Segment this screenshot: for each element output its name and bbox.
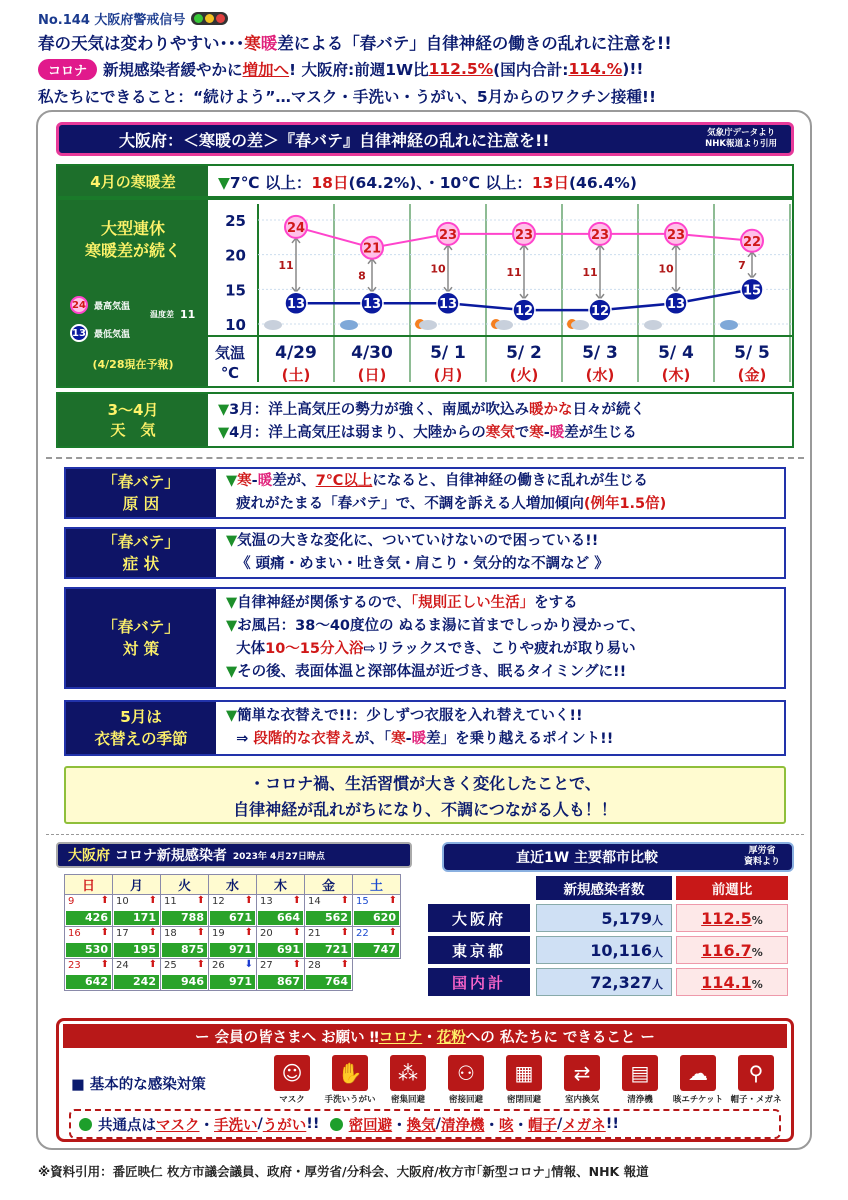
weekday-header: 水 bbox=[209, 875, 257, 895]
april-stats: ▼7℃ 以上：18日(64.2%)、・10℃ 以上：13日(46.4%) bbox=[218, 174, 637, 192]
x-tick-label: 5/ 1 bbox=[430, 343, 466, 363]
day-number: 24 bbox=[116, 960, 129, 971]
bullet-icon bbox=[79, 1118, 92, 1131]
day-number: 13 bbox=[260, 896, 273, 907]
week-ratio-value: 116.7% bbox=[676, 936, 788, 964]
may-row-2: ⇒ 段階的な衣替えが、「寒-暖差」を乗り越えるポイント!! bbox=[236, 731, 614, 747]
measure-item bbox=[729, 1055, 783, 1105]
diff-label: 10 bbox=[658, 262, 674, 276]
day-number: 12 bbox=[212, 896, 225, 907]
x-tick-label: 5/ 4 bbox=[658, 343, 694, 363]
measure-row-3: 大体10～15分入浴⇨リラックスでき、こりや疲れが取り易い bbox=[236, 641, 636, 657]
high-temp-label: 23 bbox=[438, 227, 458, 243]
case-count: 562 bbox=[306, 911, 351, 925]
region-label: 国内計 bbox=[428, 968, 530, 996]
weekday-label: (木) bbox=[661, 366, 691, 384]
up-arrow-icon: ⬆ bbox=[292, 927, 301, 938]
measure-item bbox=[323, 1055, 377, 1105]
y-tick-label: 10 bbox=[225, 316, 246, 334]
headline-2: コロナ 新規感染者緩やかに 増加へ ! 大阪府:前週1W比 112.5% (国内合計: 114.% )!! bbox=[38, 58, 818, 80]
measure-caption: 密閉回避 bbox=[506, 1095, 541, 1105]
measure-item bbox=[613, 1055, 667, 1105]
divider bbox=[46, 834, 804, 835]
day-number: 19 bbox=[212, 928, 225, 939]
calendar-day bbox=[353, 895, 401, 927]
up-arrow-icon: ⬆ bbox=[196, 959, 205, 970]
weekday-header: 火 bbox=[161, 875, 209, 895]
calendar-day bbox=[113, 895, 161, 927]
calendar-day bbox=[353, 927, 401, 959]
case-count: 671 bbox=[210, 911, 255, 925]
day-number: 25 bbox=[164, 960, 177, 971]
day-number: 15 bbox=[356, 896, 369, 907]
case-count: 691 bbox=[258, 943, 303, 957]
measure-item bbox=[555, 1055, 609, 1105]
week-ratio-value: 112.5% bbox=[676, 904, 788, 932]
day-number: 22 bbox=[356, 928, 369, 939]
day-number: 11 bbox=[164, 896, 177, 907]
symptom-label: 「春バテ」 症 状 bbox=[66, 529, 216, 577]
up-arrow-icon: ⬆ bbox=[148, 959, 157, 970]
calendar-day bbox=[65, 927, 113, 959]
calendar-day bbox=[209, 927, 257, 959]
high-temp-label: 23 bbox=[514, 227, 534, 243]
calendar-day bbox=[161, 895, 209, 927]
calendar-day bbox=[65, 895, 113, 927]
measure-row-4: ▼その後、表面体温と深部体温が近づき、眠るタイミングに!! bbox=[226, 664, 627, 680]
high-temp-label: 21 bbox=[362, 241, 382, 257]
cause-row-2: 疲れがたまる「春バテ」で、不調を訴える人増加傾向(例年1.5倍) bbox=[236, 496, 667, 512]
case-count: 664 bbox=[258, 911, 303, 925]
issue-number: No.144 大阪府警戒信号 bbox=[38, 8, 818, 28]
handwash-icon: ✋ bbox=[332, 1055, 368, 1091]
weekday-header: 日 bbox=[65, 875, 113, 895]
may-label: 5月は 衣替えの季節 bbox=[66, 702, 216, 754]
measure-caption: 帽子・メガネ bbox=[730, 1095, 782, 1105]
case-count: 788 bbox=[162, 911, 207, 925]
empty-cell bbox=[353, 959, 401, 991]
calendar-day bbox=[305, 927, 353, 959]
up-arrow-icon: ⬆ bbox=[244, 895, 253, 906]
up-arrow-icon: ⬆ bbox=[148, 895, 157, 906]
traffic-signal-icon bbox=[191, 12, 228, 25]
diff-label: 11 bbox=[278, 259, 294, 273]
up-arrow-icon: ⬆ bbox=[148, 927, 157, 938]
measure-item bbox=[497, 1055, 551, 1105]
measure-caption: 手洗いうがい bbox=[324, 1095, 376, 1105]
calendar-day bbox=[113, 927, 161, 959]
divider bbox=[46, 457, 804, 459]
case-count: 946 bbox=[162, 975, 207, 989]
measure-row-1: ▼自律神経が関係するので、「規則正しい生活」をする bbox=[226, 595, 578, 611]
may-section bbox=[64, 700, 786, 756]
day-number: 9 bbox=[68, 896, 75, 907]
calendar-day bbox=[209, 959, 257, 991]
up-arrow-icon: ⬆ bbox=[340, 959, 349, 970]
day-number: 27 bbox=[260, 960, 273, 971]
case-count: 171 bbox=[114, 911, 159, 925]
ventilation-icon: ⇄ bbox=[564, 1055, 600, 1091]
weekday-label: (金) bbox=[737, 366, 767, 384]
up-arrow-icon: ⬆ bbox=[292, 895, 301, 906]
calendar-day bbox=[65, 959, 113, 991]
basic-measures-label: ■ 基本的な感染対策 bbox=[71, 1077, 206, 1093]
april-temperature-diff bbox=[56, 164, 794, 198]
weekday-header: 月 bbox=[113, 875, 161, 895]
diff-label: 7 bbox=[738, 259, 746, 273]
headline-3: 私たちにできること：“続けよう”…マスク・手洗い・うがい、5月からのワクチン接種!! bbox=[38, 88, 657, 106]
case-count: 721 bbox=[306, 943, 351, 957]
day-number: 20 bbox=[260, 928, 273, 939]
measure-caption: マスク bbox=[279, 1095, 305, 1105]
high-temp-label: 23 bbox=[590, 227, 610, 243]
cough-etiquette-icon: ☁ bbox=[680, 1055, 716, 1091]
up-arrow-icon: ⬆ bbox=[100, 959, 109, 970]
calendar-week bbox=[65, 959, 401, 991]
case-count: 747 bbox=[354, 943, 399, 957]
symptom-section bbox=[64, 527, 786, 579]
high-temp-label: 22 bbox=[742, 234, 762, 250]
cloud-icon bbox=[495, 320, 513, 330]
measure-caption: 咳エチケット bbox=[672, 1095, 724, 1105]
april-label: 4月の寒暖差 bbox=[58, 166, 208, 196]
comparison-header: 直近1W 主要都市比較 厚労省 資料より bbox=[442, 842, 794, 872]
new-cases-value: 10,116人 bbox=[536, 936, 672, 964]
y-tick-label: 20 bbox=[225, 246, 246, 265]
weekday-label: (土) bbox=[281, 366, 311, 384]
measure-row-2: ▼お風呂：38～40度位の ぬるま湯に首までしっかり浸かって、 bbox=[226, 618, 645, 634]
weekday-header: 木 bbox=[257, 875, 305, 895]
x-tick-label: 5/ 2 bbox=[506, 343, 542, 363]
measure-caption: 清浄機 bbox=[627, 1095, 653, 1105]
calendar-day bbox=[257, 959, 305, 991]
measure-item bbox=[381, 1055, 435, 1105]
diff-label: 8 bbox=[358, 269, 366, 283]
diff-label: 11 bbox=[506, 266, 522, 279]
case-count: 620 bbox=[354, 911, 399, 925]
weekday-header: 金 bbox=[305, 875, 353, 895]
measure-caption: 密集回避 bbox=[390, 1095, 425, 1105]
weekday-header: 土 bbox=[353, 875, 401, 895]
forecast-asof: (4/28現在予報) bbox=[92, 358, 174, 371]
col-week-ratio: 前週比 bbox=[676, 876, 788, 900]
low-temp-label: 13 bbox=[286, 297, 306, 313]
case-count: 426 bbox=[66, 911, 111, 925]
case-count: 971 bbox=[210, 943, 255, 957]
calendar-day bbox=[209, 895, 257, 927]
day-number: 21 bbox=[308, 928, 321, 939]
region-label: 東京都 bbox=[428, 936, 530, 964]
air-purifier-icon: ▤ bbox=[622, 1055, 658, 1091]
cloud-icon bbox=[264, 320, 282, 330]
new-cases-value: 5,179人 bbox=[536, 904, 672, 932]
symptom-row-2: 《 頭痛・めまい・吐き気・肩こり・気分的な不調など 》 bbox=[236, 556, 609, 572]
legend-low: 13 最低気温 bbox=[70, 324, 130, 342]
legend-high: 24 最高気温 bbox=[70, 296, 130, 314]
temperature-chart bbox=[208, 200, 794, 386]
measure-caption: 室内換気 bbox=[564, 1095, 599, 1105]
calendar-week bbox=[65, 895, 401, 927]
day-number: 14 bbox=[308, 896, 321, 907]
section-banner: 大阪府：＜寒暖の差＞『春バテ』自律神経の乱れに注意を!! 気象庁データより NHK報道より引用 bbox=[56, 122, 794, 156]
calendar-day bbox=[161, 959, 209, 991]
rain-cloud-icon bbox=[340, 320, 358, 330]
may-row-1: ▼簡単な衣替えで!!：少しずつ衣服を入れ替えていく!! bbox=[226, 708, 583, 724]
weekday-label: (日) bbox=[357, 366, 387, 384]
y-tick-label: 25 bbox=[225, 212, 246, 230]
measure-item bbox=[671, 1055, 725, 1105]
measure-item bbox=[265, 1055, 319, 1105]
headline-1: 春の天気は変わりやすい･･･寒暖差による「春バテ」自律神経の働きの乱れに注意を!! bbox=[38, 34, 672, 53]
weather-row-march: ▼3月：洋上高気圧の勢力が強く、南風が吹込み暖かな日々が続く bbox=[218, 402, 645, 418]
up-arrow-icon: ⬆ bbox=[388, 895, 397, 906]
calendar-day bbox=[305, 959, 353, 991]
measure-section bbox=[64, 587, 786, 689]
up-arrow-icon: ⬆ bbox=[292, 959, 301, 970]
low-temp-label: 12 bbox=[514, 304, 534, 320]
low-temp-label: 15 bbox=[742, 283, 762, 299]
region-label: 大阪府 bbox=[428, 904, 530, 932]
weekday-label: (月) bbox=[433, 366, 463, 384]
infection-calendar bbox=[64, 874, 401, 991]
x-tick-label: 5/ 5 bbox=[734, 343, 770, 363]
day-number: 17 bbox=[116, 928, 129, 939]
measure-item bbox=[439, 1055, 493, 1105]
measure-label: 「春バテ」 対 策 bbox=[66, 589, 216, 687]
up-arrow-icon: ⬆ bbox=[244, 927, 253, 938]
cloud-icon bbox=[571, 320, 589, 330]
high-temp-label: 24 bbox=[286, 220, 306, 236]
cause-section bbox=[64, 467, 786, 519]
banner-source: 気象庁データより NHK報道より引用 bbox=[705, 128, 777, 149]
day-number: 26 bbox=[212, 960, 225, 971]
up-arrow-icon: ⬆ bbox=[340, 895, 349, 906]
main-panel bbox=[36, 110, 812, 1150]
case-count: 971 bbox=[210, 975, 255, 989]
diff-label: 11 bbox=[582, 266, 598, 279]
x-tick-label: 4/30 bbox=[351, 343, 393, 363]
corona-badge: コロナ bbox=[38, 59, 97, 80]
symptom-row-1: ▼気温の大きな変化に、ついていけないので困っている!! bbox=[226, 533, 599, 549]
chart-side-label: 大型連休 寒暖差が続く 24 最高気温 13 最低気温 温度差 11 (4/28現在予報) bbox=[58, 200, 208, 386]
rain-cloud-icon bbox=[720, 320, 738, 330]
cloud-icon bbox=[419, 320, 437, 330]
x-tick-label: 4/29 bbox=[275, 343, 317, 363]
forecast-chart-box bbox=[56, 198, 794, 388]
calendar-day bbox=[257, 895, 305, 927]
up-arrow-icon: ⬆ bbox=[196, 895, 205, 906]
closed-space-icon: ▦ bbox=[506, 1055, 542, 1091]
weekday-label: (水) bbox=[585, 366, 615, 384]
up-arrow-icon: ⬆ bbox=[100, 895, 109, 906]
low-temp-label: 13 bbox=[362, 297, 382, 313]
low-temp-label: 12 bbox=[590, 304, 610, 320]
bullet-icon bbox=[330, 1118, 343, 1131]
crowd-icon: ⁂ bbox=[390, 1055, 426, 1091]
case-count: 242 bbox=[114, 975, 159, 989]
col-new-cases: 新規感染者数 bbox=[536, 876, 672, 900]
cloud-icon bbox=[644, 320, 662, 330]
calendar-header: 大阪府 コロナ新規感染者 2023年 4月27日時点 bbox=[56, 842, 412, 868]
case-count: 867 bbox=[258, 975, 303, 989]
up-arrow-icon: ⬆ bbox=[196, 927, 205, 938]
calendar-day bbox=[113, 959, 161, 991]
high-temp-label: 23 bbox=[666, 227, 686, 243]
weather-label: 3～4月 天 気 bbox=[58, 394, 208, 446]
day-number: 28 bbox=[308, 960, 321, 971]
up-arrow-icon: ⬆ bbox=[100, 927, 109, 938]
x-tick-label: 5/ 3 bbox=[582, 343, 618, 363]
summary-note: ・コロナ禍、生活習慣が大きく変化したことで、 自律神経が乱れがちになり、不調につながる人も！！ bbox=[64, 766, 786, 824]
prevention-header: ー 会員の皆さまへ お願い ‼ コロナ ・ 花粉 への 私たちに できること ー bbox=[63, 1024, 787, 1048]
hat-glasses-icon: ⚲ bbox=[738, 1055, 774, 1091]
low-temp-label: 13 bbox=[666, 297, 686, 313]
weekday-label: (火) bbox=[509, 366, 539, 384]
low-temp-label: 13 bbox=[438, 297, 458, 313]
calendar-day bbox=[257, 927, 305, 959]
calendar-week bbox=[65, 927, 401, 959]
close-contact-icon: ⚇ bbox=[448, 1055, 484, 1091]
weather-section bbox=[56, 392, 794, 448]
footer-sources: ※資料引用：番匠映仁 枚方市議会議員、政府・厚労省/分科会、大阪府/枚方市｢新型コロナ｣情報、NHK 報道 bbox=[38, 1164, 649, 1179]
case-count: 875 bbox=[162, 943, 207, 957]
up-arrow-icon: ⬆ bbox=[388, 927, 397, 938]
day-number: 18 bbox=[164, 928, 177, 939]
case-count: 530 bbox=[66, 943, 111, 957]
down-arrow-icon: ⬇ bbox=[244, 959, 253, 970]
header bbox=[38, 8, 818, 107]
calendar-day bbox=[161, 927, 209, 959]
common-points: 共通点は マスク ・ 手洗い / うがい !! 密回避 ・ 換気 / 清浄機 ・ 咳 ・ 帽子 / メガネ !! bbox=[69, 1109, 781, 1139]
week-ratio-value: 114.1% bbox=[676, 968, 788, 996]
legend-diff: 温度差 11 bbox=[150, 308, 196, 321]
case-count: 642 bbox=[66, 975, 111, 989]
cause-label: 「春バテ」 原 因 bbox=[66, 469, 216, 517]
temp-label: 気温 bbox=[214, 344, 246, 362]
case-count: 764 bbox=[306, 975, 351, 989]
new-cases-value: 72,327人 bbox=[536, 968, 672, 996]
y-tick-label: 15 bbox=[225, 281, 246, 300]
measure-caption: 密接回避 bbox=[448, 1095, 483, 1105]
day-number: 10 bbox=[116, 896, 129, 907]
prevention-box bbox=[56, 1018, 794, 1142]
up-arrow-icon: ⬆ bbox=[340, 927, 349, 938]
weather-row-april: ▼4月：洋上高気圧は弱まり、大陸からの寒気で寒-暖差が生じる bbox=[218, 425, 637, 441]
day-number: 16 bbox=[68, 928, 81, 939]
temp-unit: ℃ bbox=[220, 364, 240, 382]
mask-icon: ☺ bbox=[274, 1055, 310, 1091]
calendar-day bbox=[305, 895, 353, 927]
diff-label: 10 bbox=[430, 262, 446, 276]
day-number: 23 bbox=[68, 960, 81, 971]
case-count: 195 bbox=[114, 943, 159, 957]
cause-row-1: ▼寒-暖差が、7℃以上になると、自律神経の働きに乱れが生じる bbox=[226, 473, 648, 489]
